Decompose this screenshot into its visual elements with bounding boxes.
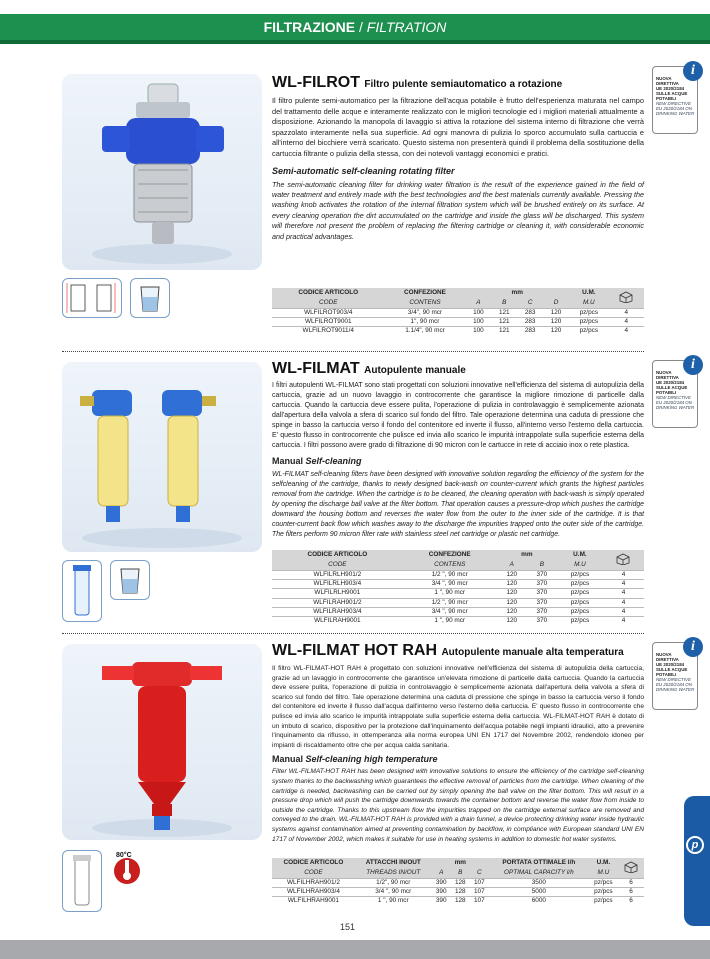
box-icon xyxy=(609,288,644,309)
table-row: WLFILRAH903/4 3/4 ", 90 mcr 120 370 pz/pcs 4 xyxy=(272,607,644,616)
p-icon: p xyxy=(686,836,704,854)
description-it: Il filtro pulente semi-automatico per la filtrazione dell'acqua potabile è frutto dell'esperienza maturata nel campo del trattamento delle acque e interamente realizzato con le migliori tecnologie ed i migliori materiali attualmente a disposizione. Azionando la manopola di lavaggio si attiva la rotazione del sistema interno di filtrazione che verrà spazzolato interamente nella sua superficie. Ad ogni manovra di pulizia lo sporco accumulato sulla cartuccia e all'interno del bicchiere verrà scaricato. Questo sistema non presenterà quindi il problema della sostituzione della cartuccia filtrante o pulizia della stessa, con dei notevoli vantaggi economici e pratici. xyxy=(272,96,644,158)
table-row: WLFILROT903/4 3/4", 90 mcr 100 121 283 120 pz/pcs 4 xyxy=(272,309,644,318)
info-icon: i xyxy=(683,355,703,375)
description-it: I filtri autopulenti WL-FILMAT sono stati progettati con soluzioni innovative nell'efficienza del sistema di autopulizia della cartuccia, grazie ad un nuovo lavaggio in controcorrente che garantisce la migliore rimozione di particelle dalla cartuccia. Quando la cartuccia deve essere pulita, l'operazione di pulizia in controlavaggio è semplicemente azionata dall'apertura della valvola a sfera di scarico sul fondo del filtro. Tale operazione determina una caduta di pressione che spinge in basso la cartuccia verso il fondo del contenitore ed inverte il flusso, all'interno verso l'esterno della cartuccia. E' questo flusso in controcorrente che pulisce ed invia allo scarico le impurità intrappolate sulla superficie esterna della cartuccia. I filtri possono avere grado di filtrazione di 90 micron con le cartucce in rete di acciaio inox o rete plastica. xyxy=(272,382,644,449)
description-en: The semi-automatic cleaning filter for drinking water filtration is the result of the experience gained in the field of water treatment and entirely made with the best technologies and the best materials currently available. Pressing the washing knob activates the rotation of the internal filtration system which will be brushed entirely on its surface. At every cleaning operation the dirt accumulated on the cartridge and inside the glass will be discharged. This system will therefore not present the problem of replacing the filtering cartridge or cleaning it, with considerable economic and practical advantages. xyxy=(272,179,644,241)
table-row: WLFILRLH903/4 3/4 ", 90 mcr 120 370 pz/pcs 4 xyxy=(272,580,644,589)
description-en: WL-FILMAT self-cleaning filters have been designed with innovative solution regarding the efficiency of the system for the selfcleaning of the cartridge, thanks to newly designed back-wash on counter-current which grants the highest particles removal from the cartridge. When the cartridge is to be cleaned, the cleaning operation with back-wash is simply operated by opening the discharge ball valve at the filter bottom. That operation causes a pressure-drop which pushes the cartridge downward the housing bottom and reverses the water flow from the outer to the inner side of the cartridge. It is that counter-current back flow which washes away to the discharge the impurities trapped onto the outer side of the cartridge. The filters perform 90 micron filter rate with stainless steel net cartridge or plastic net cartridge. xyxy=(272,471,644,538)
product-subtitle: Filtro pulente semiautomatico a rotazione xyxy=(364,79,563,90)
product-image-panel xyxy=(62,362,262,552)
directive-badge: i NUOVA DIRETTIVA UE 2020/2184 SULLE ACQUE POTABILI NEW DIRECTIVE EU 2020/2184 ON DRINKING WATER xyxy=(652,360,698,428)
table-row: WLFILHRAH903/4 3/4 ", 90 mcr 390 128 107 5000 pz/pcs 6 xyxy=(272,888,644,897)
filter-drawing xyxy=(63,851,101,911)
filmat-product-image xyxy=(62,362,262,552)
filter-drawing-thumb xyxy=(62,560,102,622)
dimension-drawing xyxy=(63,279,121,317)
filter-drawing xyxy=(63,561,101,621)
header-separator: / xyxy=(355,19,367,35)
table-row: WLFILHRAH9001 1 ", 90 mcr 390 128 107 6000 pz/pcs 6 xyxy=(272,897,644,906)
glass-icon-thumb xyxy=(110,560,150,600)
box-icon xyxy=(618,858,644,879)
subtitle-en: Semi-automatic self-cleaning rotating filter xyxy=(272,165,455,176)
subtitle-en: Manual Self-cleaning high temperature xyxy=(272,754,438,765)
description-en: Filter WL-FILMAT-HOT RAH has been designed with innovative solutions to ensure the efficiency of the cartridge self-cleaning system thanks to the backwashing which guarantees the effective removal of particles from the cartridge. When cleaning of the cartridge is needed, backwashing can be carried out by simply opening the ball valve on the filter bottom. This will result in a pressure drop which will push the cartridge downwards towards the container bottom and reverse the water flow from inside to outside the cartridge. Thanks to this upstream flow the impurities trapped on the cartridge external surface are removed and conveyed to the drain. WL-FILMAT-HOT RAH is provided with a drain funnel, a device protecting drinking water inside hydraulic systems against contamination aimed at preventing contamination by backflow, in compliance with European standard UNI EN 1717 of November 2002, which makes it suitable for use in heating systems in addition to domestic hot water systems. xyxy=(272,768,644,843)
product-title: WL-FILMAT HOT RAH Autopulente manuale alta temperatura xyxy=(272,642,624,659)
product-image-panel xyxy=(62,74,262,270)
page-footer xyxy=(0,940,710,959)
side-section-tab[interactable] xyxy=(684,796,710,926)
info-icon: i xyxy=(683,61,703,81)
header-title-it: FILTRAZIONE xyxy=(263,19,356,35)
table-row: WLFILROT9001 1", 90 mcr 100 121 283 120 pz/pcs 4 xyxy=(272,318,644,327)
section-divider xyxy=(62,633,644,634)
directive-badge: i NUOVA DIRETTIVA UE 2020/2184 SULLE ACQUE POTABILI NEW DIRECTIVE EU 2020/2184 ON DRINKING WATER xyxy=(652,642,698,710)
page-header xyxy=(0,14,710,40)
spec-table-filrot: CODICE ARTICOLO CONFEZIONE mm U.M. CODE CONTENS A B C D M.U WLFILROT903/4 3/4", 90 mcr 100 121 283 120 pz/pcs 4 WLFILROT9001 1", 90 mcr 100 121 283 120 pz/pcs 4 WLFILROT9011/4 1.1/4", 90 mcr 100 121 283 120 pz/pcs 4 xyxy=(272,288,644,336)
drinking-glass-icon xyxy=(131,279,169,317)
dimension-drawing-thumb xyxy=(62,278,122,318)
box-icon xyxy=(603,550,644,571)
product-subtitle: Autopulente manuale alta temperatura xyxy=(441,647,624,658)
table-row: WLFILRLH901/2 1/2 ", 90 mcr 120 370 pz/pcs 4 xyxy=(272,571,644,580)
table-row: WLFILRLH9001 1 ", 90 mcr 120 370 pz/pcs 4 xyxy=(272,589,644,598)
spec-table-filmat-hot: CODICE ARTICOLO ATTACCHI IN/OUT mm PORTATA OTTIMALE l/h U.M. CODE THREADS IN/OUT A B C OPTIMAL CAPACITY l/h M.U WLFILHRAH901/2 1/2", 90 mcr 390 128 107 3500 pz/pcs 6 WLFILHRAH903/4 3/4 ", 90 mcr 390 128 107 5000 pz/pcs 6 WLFILHRAH9001 1 ", 90 mcr 390 128 107 6000 pz/pcs 6 xyxy=(272,858,644,906)
header-underline xyxy=(0,40,710,44)
subtitle-en: Manual Self-cleaning xyxy=(272,456,362,466)
filmat-hot-product-image xyxy=(62,644,262,840)
section-divider xyxy=(62,351,644,352)
spec-table-filmat: CODICE ARTICOLO CONFEZIONE mm U.M. CODE CONTENS A B M.U WLFILRLH901/2 1/2 ", 90 mcr 120 370 pz/pcs 4 WLFILRLH903/4 3/4 ", 90 mcr 120 370 pz/pcs 4 WLFILRLH9001 1 ", 90 mcr 120 370 pz/pcs 4 WLFILRAH901/2 1/2 ", 90 mcr 120 370 pz/pcs 4 WLFILRAH903/4 3/4 ", 90 mcr 120 370 pz/pcs 4 WLFILRAH9001 1 ", 90 mcr 120 370 pz/pcs 4 xyxy=(272,550,644,625)
high-temperature-icon xyxy=(110,852,144,886)
table-row: WLFILHRAH901/2 1/2", 90 mcr 390 128 107 3500 pz/pcs 6 xyxy=(272,879,644,888)
glass-icon-thumb xyxy=(130,278,170,318)
temperature-label: 80°C xyxy=(116,852,132,859)
header-title-en: FILTRATION xyxy=(366,19,447,35)
filrot-product-image xyxy=(62,74,262,270)
product-title: WL-FILMAT Autopulente manuale xyxy=(272,360,466,377)
table-row: WLFILRAH9001 1 ", 90 mcr 120 370 pz/pcs 4 xyxy=(272,617,644,626)
product-title: WL-FILROT Filtro pulente semiautomatico a rotazione xyxy=(272,74,563,91)
table-row: WLFILROT9011/4 1.1/4", 90 mcr 100 121 283 120 pz/pcs 4 xyxy=(272,327,644,336)
table-row: WLFILRAH901/2 1/2 ", 90 mcr 120 370 pz/pcs 4 xyxy=(272,598,644,607)
product-subtitle: Autopulente manuale xyxy=(364,365,466,376)
product-image-panel xyxy=(62,644,262,840)
description-it: Il filtro WL-FILMAT-HOT RAH è progettato con soluzioni innovative nell'efficienza del sistema di autopulizia della cartuccia, grazie ad un lavaggio in controcorrente che garantisce un'elevata rimozione di particelle dalla cartuccia. Quando la cartuccia deve essere pulita, l'operazione di pulizia in controlavaggio è semplicemente azionata dall'apertura della valvola a sfera di scarico sul fondo del filtro. Tale operazione determina una caduta di pressione che spinge in basso la cartuccia verso il fondo del contenitore ed inverte il flusso dall'acqua dall'interno verso l'esterno della cartuccia. E' questo flusso in controcorrente che pulisce ed invia allo scarico le impurità intrappolate sulla superficie esterna della cartuccia. WL-FILMAT-HOT RAH è dotato di un imbuto di scarico, dispositivo per la protezione dall'inquinamento dell'acqua potabile negli impianti idraulici, atto a prevenire l'inquinamento da riflusso, in ottemperanza alla norma europea UNI EN 1717 del Novembre 2002, rendendolo idoneo per impianti di riscaldamento oltre che per acqua calda sanitaria. xyxy=(272,665,644,749)
directive-badge: i NUOVA DIRETTIVA UE 2020/2184 SULLE ACQUE POTABILI NEW DIRECTIVE EU 2020/2184 ON DRINKING WATER xyxy=(652,66,698,134)
filter-drawing-thumb xyxy=(62,850,102,912)
info-icon: i xyxy=(683,637,703,657)
page-number: 151 xyxy=(340,922,356,932)
drinking-glass-icon xyxy=(111,561,149,599)
